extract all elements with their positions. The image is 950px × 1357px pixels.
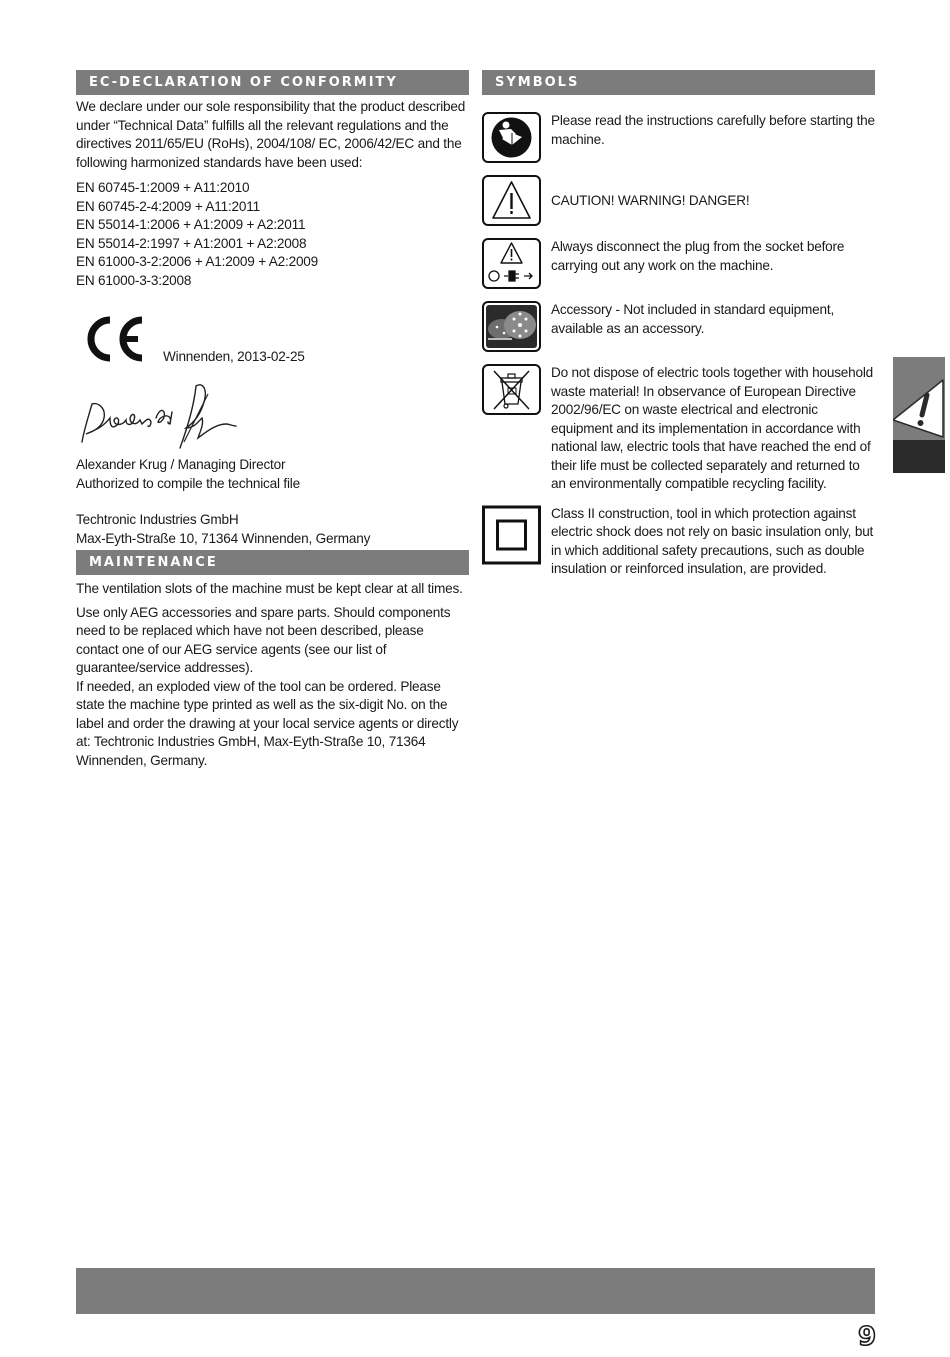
symbol-text: Do not dispose of electric tools together with household waste material! In observance of European Directive 2002/96/EC on waste electrical and electronic equipment and its implementation in accordance with national law, electric tools that have reached the end of their life must be collected separately and returned to an environmentally compatible recycling facility. — [551, 365, 874, 491]
page-number: 9 — [857, 1322, 877, 1352]
standards-list — [76, 179, 469, 290]
standard-item: EN 61000-3-3:2008 — [76, 272, 192, 288]
symbol-row — [482, 175, 875, 226]
left-column — [76, 70, 469, 770]
ce-mark-icon — [80, 316, 148, 362]
signatory-name: Alexander Krug / Managing Director — [76, 457, 286, 472]
standard-item: EN 61000-3-2:2006 + A1:2009 + A2:2009 — [76, 254, 319, 269]
ec-declaration-heading: EC-DECLARATION OF CONFORMITY — [76, 70, 469, 95]
symbols-heading: SYMBOLS — [482, 70, 875, 95]
ce-declaration-row — [76, 310, 469, 372]
accessory-icon — [482, 301, 541, 352]
symbol-text: Class II construction, tool in which protection against electric shock does not rely on basic insulation only, but in which additional safety precautions, such as double insulation or reinforced insulation, are provided. — [551, 505, 874, 576]
symbol-text: CAUTION! WARNING! DANGER! — [551, 193, 750, 208]
side-warning-triangle-icon — [893, 357, 945, 440]
class-ii-icon — [482, 505, 541, 565]
symbol-row — [482, 112, 875, 163]
company-name: Techtronic Industries GmbH — [76, 512, 239, 527]
right-column — [482, 70, 875, 579]
maintenance-para-exploded-view: If needed, an exploded view of the tool can be ordered. Please state the machine type printed as well as the six-digit No. on the label and order the drawing at your local service agents or directly at: Techtronic Industries GmbH, Max-Eyth-Straße 10, 71364 Winnenden, Germany. — [76, 678, 459, 768]
place-date: Winnenden, 2013-02-25 — [163, 349, 305, 364]
maintenance-para-ventilation: The ventilation slots of the machine must be kept clear at all times. — [76, 581, 463, 596]
symbol-text: Always disconnect the plug from the socket before carrying out any work on the machine. — [551, 239, 845, 273]
symbol-row — [482, 301, 875, 352]
maintenance-para-spare-parts: Use only AEG accessories and spare parts. Should components need to be replaced which have not been described, please contact one of our AEG service agents (see our list of guarantee/service addresses). — [76, 604, 451, 675]
warning-triangle-icon — [482, 175, 541, 226]
weee-bin-icon — [482, 364, 541, 415]
footer-bar — [76, 1268, 875, 1314]
signatory-role: Authorized to compile the technical file — [76, 475, 300, 491]
symbol-row — [482, 505, 875, 579]
standard-item: EN 55014-2:1997 + A1:2001 + A2:2008 — [76, 235, 307, 251]
ec-declaration-intro: We declare under our sole responsibility that the product described under “Technical Data” fulfills all the relevant regulations and the directives 2011/65/EU (RoHs), 2004/108/ EC, 2006/42/EC and the following harmonized standards have been used: — [76, 99, 466, 170]
symbol-row — [482, 364, 875, 494]
symbol-row — [482, 238, 875, 289]
symbol-text: Please read the instructions carefully before starting the machine. — [551, 113, 875, 147]
company-address: Max-Eyth-Straße 10, 71364 Winnenden, Germany — [76, 530, 371, 546]
standard-item: EN 60745-1:2009 + A11:2010 — [76, 180, 250, 195]
chapter-side-tab-dark — [893, 440, 945, 473]
signature-drawing — [76, 372, 246, 456]
standard-item: EN 55014-1:2006 + A1:2009 + A2:2011 — [76, 217, 306, 232]
standard-item: EN 60745-2-4:2009 + A11:2011 — [76, 198, 260, 214]
signature-image — [76, 372, 469, 456]
disconnect-plug-icon — [482, 238, 541, 289]
maintenance-heading: MAINTENANCE — [76, 550, 469, 575]
symbol-text: Accessory - Not included in standard equipment, available as an accessory. — [551, 302, 835, 336]
read-manual-icon — [482, 112, 541, 163]
signatory-block — [76, 456, 469, 548]
